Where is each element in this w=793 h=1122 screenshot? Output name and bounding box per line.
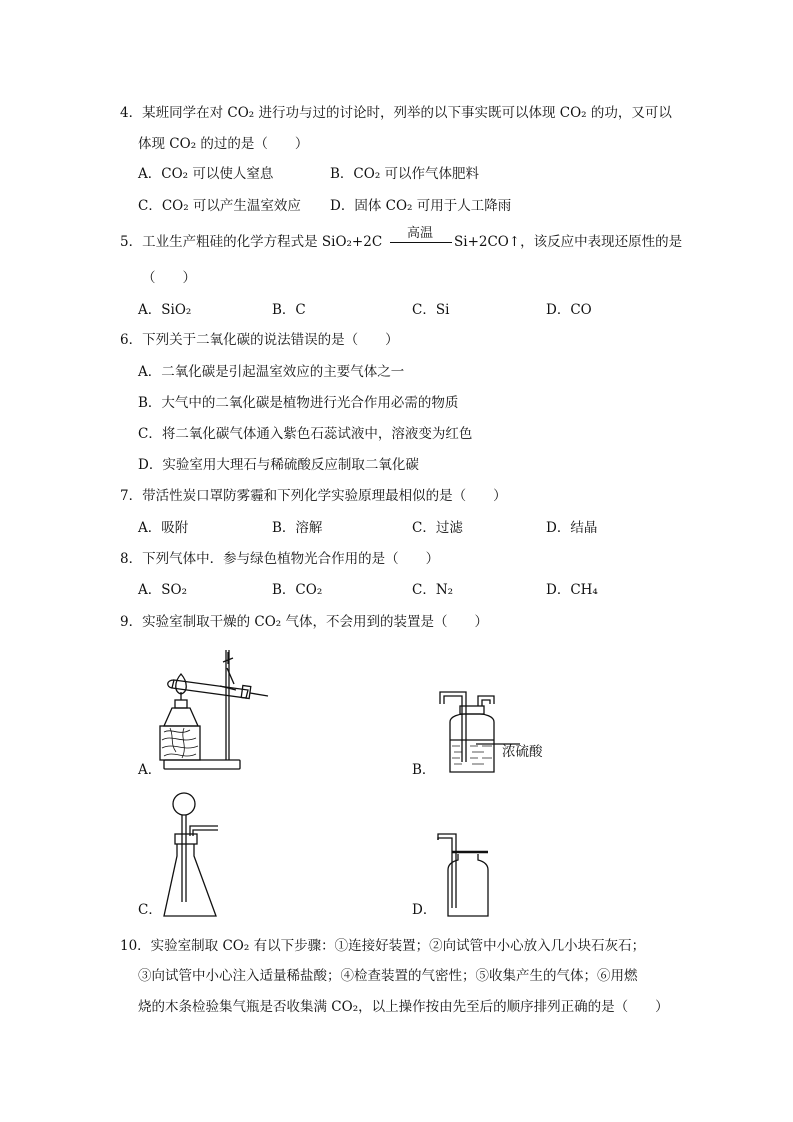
q5-stem-post: Si+2CO↑，该反应中表现还原性的是 (454, 234, 683, 250)
q5-option-c: C．Si (412, 302, 450, 318)
q7-option-d: D．结晶 (546, 520, 598, 536)
q10-stem-line2: ③向试管中小心注入适量稀盐酸；④检查装置的气密性；⑤收集产生的气体；⑥用燃 (138, 968, 638, 984)
q6-stem: 6．下列关于二氧化碳的说法错误的是（ ） (120, 332, 399, 348)
q5-stem-pre: 5．工业生产粗硅的化学方程式是 SiO₂+2C (120, 234, 383, 250)
apparatus-b-gas-washing-bottle (432, 684, 522, 776)
apparatus-a-heating-setup (150, 640, 275, 778)
q4-option-b: B．CO₂ 可以作气体肥料 (330, 166, 480, 182)
q5-equation-bar (390, 242, 452, 243)
q7-option-b: B．溶解 (272, 520, 323, 536)
q4-option-d: D．固体 CO₂ 可用于人工降雨 (330, 198, 512, 214)
q5-reaction-arrow (390, 222, 452, 248)
q6-option-c: C．将二氧化碳气体通入紫色石蕊试液中，溶液变为红色 (138, 426, 473, 442)
apparatus-c-flask-with-funnel (160, 790, 230, 922)
q9-stem: 9．实验室制取干燥的 CO₂ 气体，不会用到的装置是（ ） (120, 614, 488, 630)
q7-stem: 7．带活性炭口罩防雾霾和下列化学实验原理最相似的是（ ） (120, 488, 507, 504)
q10-stem-line3: 烧的木条检验集气瓶是否收集满 CO₂，以上操作按由先至后的顺序排列正确的是（ ） (138, 999, 669, 1015)
q5-stem-line2: （ ） (142, 270, 196, 286)
apparatus-a-label: A． (138, 762, 162, 778)
q6-option-d: D．实验室用大理石与稀硫酸反应制取二氧化碳 (138, 457, 419, 473)
apparatus-b-acid-label: 浓硫酸 (502, 744, 543, 760)
q4-option-c: C．CO₂ 可以产生温室效应 (138, 198, 301, 214)
q5-option-b: B．C (272, 302, 306, 318)
apparatus-c-label: C． (138, 902, 162, 918)
q8-stem: 8．下列气体中．参与绿色植物光合作用的是（ ） (120, 551, 440, 567)
q5-option-a: A．SiO₂ (138, 302, 192, 318)
q4-stem-line2: 体现 CO₂ 的过的是（ ） (138, 136, 309, 152)
q8-option-d: D．CH₄ (546, 582, 598, 598)
apparatus-d-gas-collecting-bottle (436, 828, 496, 920)
apparatus-b-label: B． (412, 762, 436, 778)
q10-stem-line1: 10．实验室制取 CO₂ 有以下步骤：①连接好装置；②向试管中小心放入几小块石灰石； (120, 938, 646, 954)
apparatus-d-label: D． (412, 902, 437, 918)
q8-option-b: B．CO₂ (272, 582, 323, 598)
q5-reaction-condition: 高温 (406, 226, 433, 241)
q7-option-a: A．吸附 (138, 520, 189, 536)
q6-option-a: A．二氧化碳是引起温室效应的主要气体之一 (138, 364, 405, 380)
q6-option-b: B．大气中的二氧化碳是植物进行光合作用必需的物质 (138, 395, 459, 411)
q8-option-c: C．N₂ (412, 582, 454, 598)
q8-option-a: A．SO₂ (138, 582, 187, 598)
q5-option-d: D．CO (546, 302, 592, 318)
q7-option-c: C．过滤 (412, 520, 463, 536)
q4-stem-line1: 4．某班同学在对 CO₂ 进行功与过的讨论时，列举的以下事实既可以体现 CO₂ 的功，又可以 (120, 105, 672, 121)
q4-option-a: A．CO₂ 可以使人窒息 (138, 166, 274, 182)
